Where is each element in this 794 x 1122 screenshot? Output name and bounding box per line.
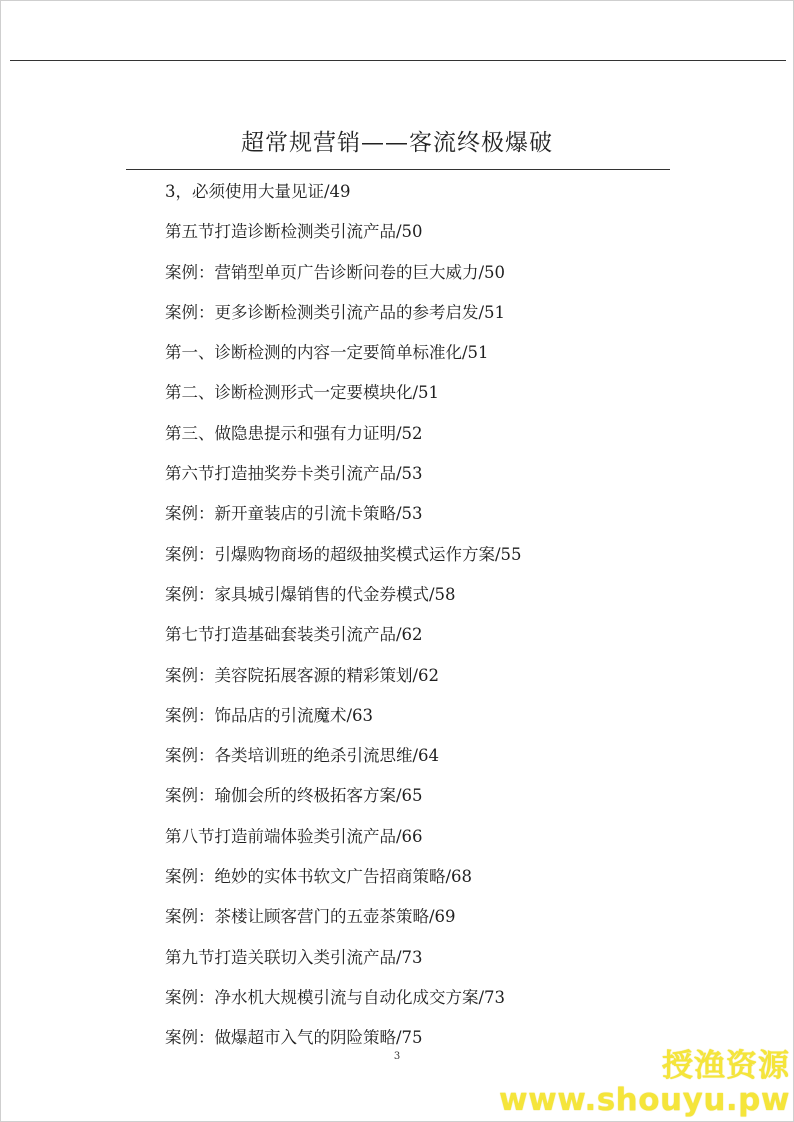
toc-entry: 第七节打造基础套装类引流产品/62 [165, 625, 423, 645]
toc-entry: 案例：引爆购物商场的超级抽奖模式运作方案/55 [165, 544, 522, 564]
watermark-url: www.shouyu.pw [499, 1082, 790, 1118]
toc-entry: 第五节打造诊断检测类引流产品/50 [165, 222, 423, 242]
toc-entry: 第三、做隐患提示和强有力证明/52 [165, 423, 423, 443]
toc-entry: 第九节打造关联切入类引流产品/73 [165, 947, 423, 967]
toc-entry: 案例：做爆超市入气的阴险策略/75 [165, 1028, 423, 1048]
table-of-contents [165, 181, 522, 1068]
toc-entry: 案例：茶楼让顾客营门的五壶茶策略/69 [165, 907, 456, 927]
header-rule [10, 60, 786, 61]
watermark-text: 授渔资源 [662, 1048, 790, 1084]
toc-entry: 案例：各类培训班的绝杀引流思维/64 [165, 746, 440, 766]
toc-entry: 案例：饰品店的引流魔术/63 [165, 705, 374, 725]
toc-entry: 案例：家具城引爆销售的代金券模式/58 [165, 584, 456, 604]
toc-entry: 案例：新开童装店的引流卡策略/53 [165, 504, 423, 524]
toc-entry: 案例：瑜伽会所的终极拓客方案/65 [165, 786, 423, 806]
page-number: 3 [393, 1051, 401, 1062]
document-title: 超常规营销——客流终极爆破 [241, 130, 553, 156]
toc-entry: 案例：营销型单页广告诊断问卷的巨大威力/50 [165, 262, 506, 282]
toc-entry: 第六节打造抽奖券卡类引流产品/53 [165, 464, 423, 484]
toc-entry: 第八节打造前端体验类引流产品/66 [165, 826, 423, 846]
toc-entry: 案例：净水机大规模引流与自动化成交方案/73 [165, 987, 506, 1007]
toc-entry: 3，必须使用大量见证/49 [165, 182, 351, 201]
toc-entry: 第一、诊断检测的内容一定要简单标准化/51 [165, 343, 489, 363]
toc-entry: 第二、诊断检测形式一定要模块化/51 [165, 383, 440, 403]
toc-entry: 案例：美容院拓展客源的精彩策划/62 [165, 665, 440, 685]
toc-entry: 案例：更多诊断检测类引流产品的参考启发/51 [165, 302, 506, 322]
title-underline [126, 169, 670, 170]
toc-entry: 案例：绝妙的实体书软文广告招商策略/68 [165, 867, 473, 887]
